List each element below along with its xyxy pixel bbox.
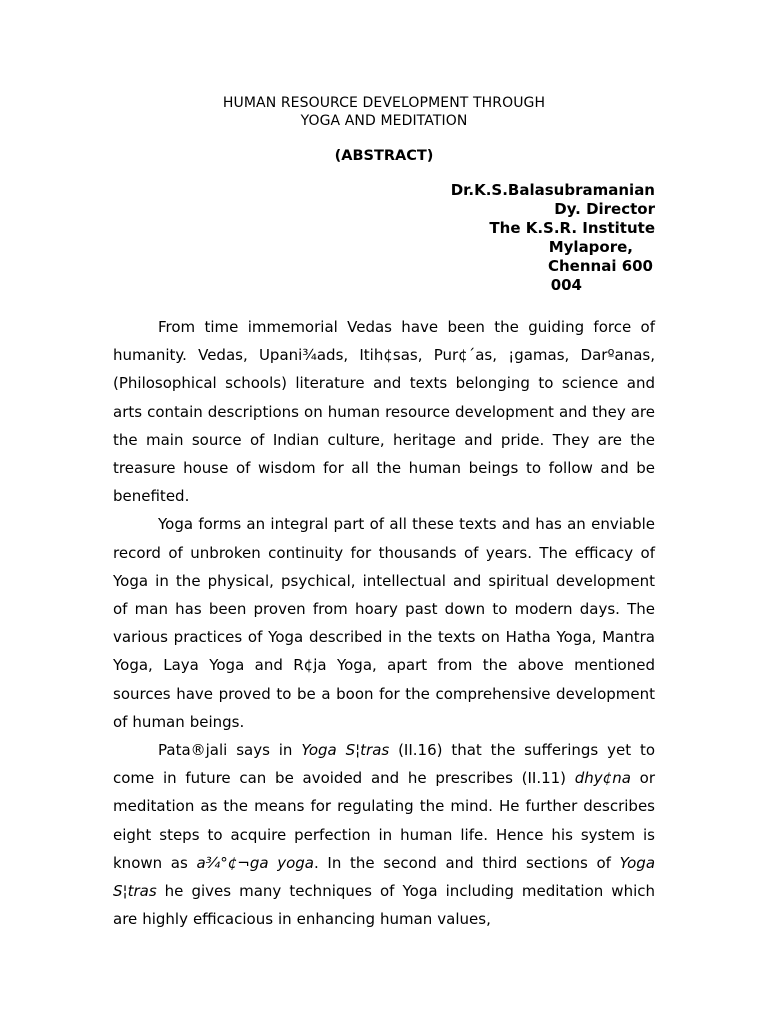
paragraph-1: From time immemorial Vedas have been the guiding force of humanity. Vedas, Upani¾ads, Itih¢sas, Pur¢´as, ¡gamas, Darºanas, (Philosophical schools) literature and texts belonging to science and arts contain descriptions on human resource development and they are the main source of Indian culture, heritage and pride. They are the treasure house of wisdom for all the human beings to follow and be benefited.: [113, 318, 655, 506]
yoga-sutras-title: Yoga S¦tras: [301, 741, 390, 760]
abstract-label: (ABSTRACT): [334, 148, 434, 164]
author-position: Dy. Director: [554, 200, 655, 218]
paragraph-3-text-5: he gives many techniques of Yoga including meditation which are highly efficacious in enhancing human values,: [113, 882, 655, 929]
dhyana-term: dhy¢na: [574, 769, 631, 788]
author-pin: 004: [550, 276, 582, 294]
author-locality: Mylapore,: [548, 238, 633, 256]
author-block: [451, 181, 655, 295]
paragraph-3-text-3: or meditation as the means for regulating the mind. He further describes eight steps to acquire perfection in human life. Hence his system is known as: [113, 769, 656, 872]
paragraph-2: Yoga forms an integral part of all these texts and has an enviable record of unbroken continuity for thousands of years. The efficacy of Yoga in the physical, psychical, intellectual and spiritual development of man has been proven from hoary past down to modern days. The various practices of Yoga described in the texts on Hatha Yoga, Mantra Yoga, Laya Yoga and R¢ja Yoga, apart from the above mentioned sources have proved to be a boon for the comprehensive development of human beings.: [113, 515, 655, 731]
title-line-2: YOGA AND MEDITATION: [300, 113, 468, 129]
paragraph-3-text-4: . In the second and third sections of: [313, 853, 620, 872]
abstract-body: [113, 313, 655, 933]
paragraph-3-text-1: Pata®jali says in: [158, 741, 302, 760]
title-line-1: HUMAN RESOURCE DEVELOPMENT THROUGH: [222, 95, 546, 111]
paragraph-3: [113, 736, 655, 933]
yoga-sutras-title-2: Yoga S¦tras: [113, 853, 656, 901]
author-city: Chennai 600: [547, 257, 653, 275]
ashtanga-yoga-term: a¾°¢¬ga yoga: [196, 853, 314, 872]
author-institute: The K.S.R. Institute: [489, 219, 655, 237]
paragraph-3-text-2: (II.16) that the sufferings yet to come in future can be avoided and he prescribes (II.11): [113, 741, 656, 788]
author-name: Dr.K.S.Balasubramanian: [450, 181, 655, 199]
